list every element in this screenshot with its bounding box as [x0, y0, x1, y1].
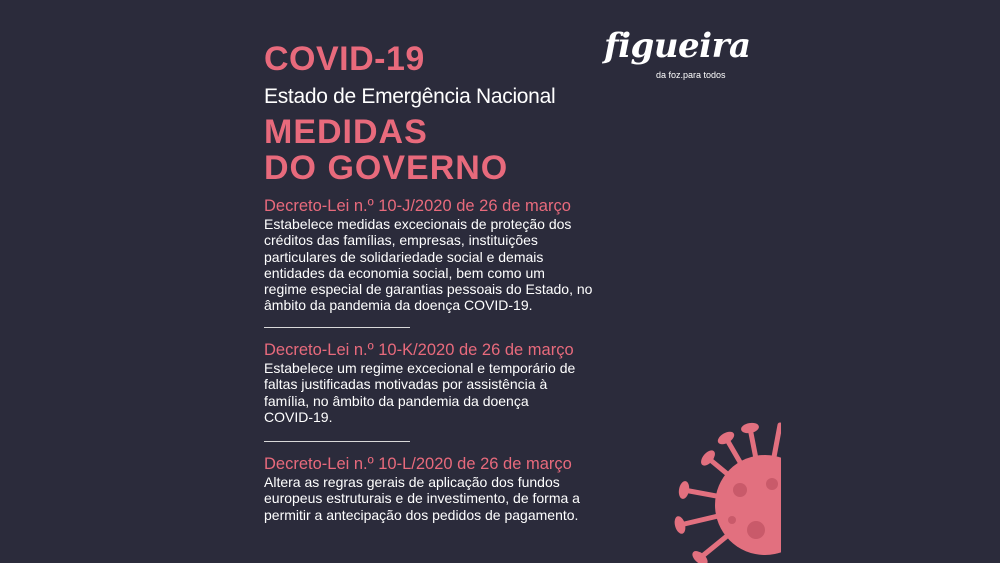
figueira-logo [604, 26, 751, 86]
decree-body-line: Estabelece medidas excecionais de proteção dos [264, 216, 572, 232]
decree-body-line: entidades da economia social, bem como um [264, 264, 545, 281]
decree-body-line: particulares de solidariedade social e demais [264, 248, 544, 265]
heading-line-2: DO GOVERNO [264, 149, 509, 187]
decree-body [264, 474, 654, 523]
decree-title: Decreto-Lei n.º 10-J/2020 de 26 de março [264, 197, 571, 215]
decree-body-line: europeus estruturais e de investimento, de forma a [264, 490, 580, 507]
logo-wordmark: figueira [604, 26, 751, 66]
page-subtitle: Estado de Emergência Nacional [264, 85, 556, 108]
decree-body-line: regime especial de garantias pessoais do Estado, no [264, 281, 593, 298]
virus-icon [660, 420, 782, 563]
decree-body [264, 360, 654, 425]
section-heading [264, 114, 508, 186]
decree-body [264, 216, 654, 314]
decree-item [264, 340, 654, 425]
logo-tagline: da foz.para todos [656, 70, 726, 80]
decree-body-line: Altera as regras gerais de aplicação dos fundos [264, 474, 560, 490]
decree-body-line: âmbito da pandemia da doença COVID-19. [264, 297, 533, 314]
decree-body-line: Estabelece um regime excecional e temporário de [264, 360, 576, 376]
decree-body-line: permitir a antecipação dos pedidos de pagamento. [264, 506, 579, 523]
decree-body-line: família, no âmbito da pandemia da doença [264, 392, 529, 409]
heading-line-1: MEDIDAS [264, 113, 428, 151]
page-title: COVID-19 [264, 40, 425, 78]
decree-body-line: COVID-19. [264, 408, 333, 425]
decree-body-line: faltas justificadas motivadas por assistência à [264, 376, 548, 393]
decree-title: Decreto-Lei n.º 10-L/2020 de 26 de março [264, 455, 572, 473]
divider [264, 327, 410, 328]
decree-body-line: créditos das famílias, empresas, instituições [264, 232, 538, 249]
decree-item [264, 454, 654, 523]
decree-title: Decreto-Lei n.º 10-K/2020 de 26 de março [264, 341, 574, 359]
decree-item [264, 196, 654, 314]
divider [264, 441, 410, 442]
